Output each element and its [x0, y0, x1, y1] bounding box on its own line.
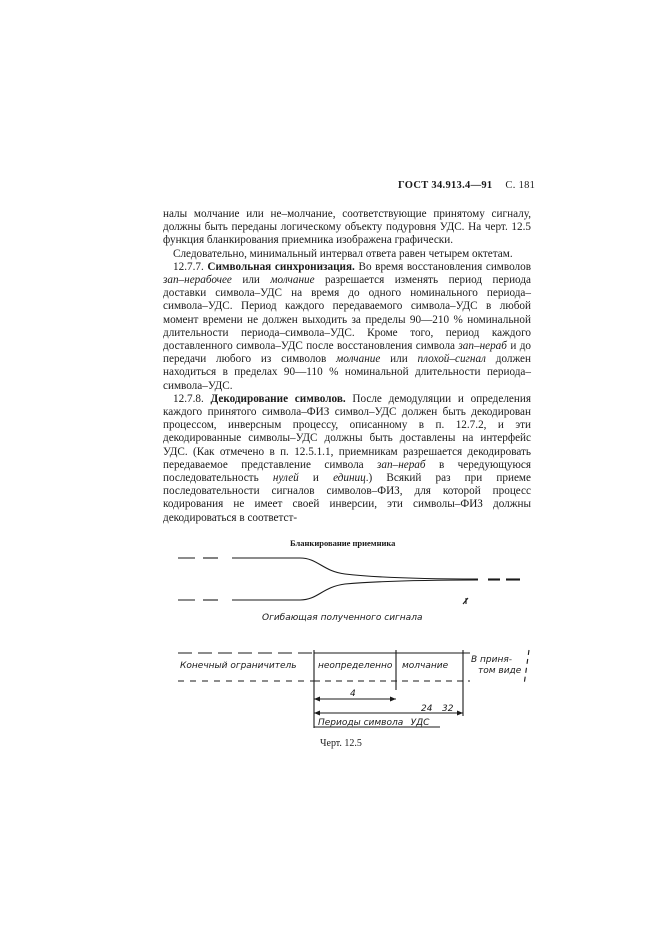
- term-emphasis: нулей: [272, 472, 299, 485]
- segment-limiter-label: Конечный ограничитель: [180, 661, 297, 671]
- term-emphasis: зап–нерабочее: [163, 274, 232, 287]
- paragraph-continuation: налы молчание или не–молчание, соответствующие принятому сигналу, должны быть переданы логическому объекту подуровня УДС. На черт. 12.5 функция бланкирования приемника изображена графически.: [163, 208, 531, 247]
- text-run: После демодуляции и определения каждого принятого символа–ФИЗ символ–УДС должен быть декодирован процессом, инверсным процессу, описанному в п. 12.7.2, и эти декодированные символы–УДС должны быть доставлены на интерфейс УДС. (Как отмечено в п. 12.5.1.1, приемникам разрешается декодировать передаваемое представление символа: [163, 392, 531, 471]
- text-run: Во время восстановления символов: [354, 260, 531, 273]
- text-run: разрешается изменять период периода доставки символа–УДС на время до одного номинального периода–символа–УДС. Период каждого передаваемого символа–УДС в любой момент времени не должен выходить за пределы 90—210 % номинальной длительности периода–символа–УДС. Кроме того, период каждого доставленного символа–УДС после восстановления символа: [163, 274, 531, 353]
- term-emphasis: зап–нераб: [377, 458, 426, 471]
- figure-title: Бланкирование приемника: [290, 538, 396, 548]
- section-number: 12.7.7.: [173, 260, 204, 273]
- text-run: или: [231, 274, 271, 287]
- boundary-right: [524, 650, 529, 685]
- text-run: .) Всякий раз при приеме последовательности сигналов символов–ФИЗ, для которой процесс кодирования не имеет своей инверсии, эти символы–ФИЗ должны декодироваться в соответст-: [163, 472, 531, 524]
- text-run: или: [380, 353, 418, 366]
- term-emphasis: молчание: [270, 274, 315, 287]
- segment-received-label-2: том виде: [478, 666, 522, 676]
- page-number: С. 181: [505, 180, 536, 191]
- dimension-4-label: 4: [350, 689, 356, 699]
- segment-undefined-label: неопределенно: [318, 661, 393, 671]
- term-emphasis: плохой–сигнал: [417, 353, 486, 366]
- term-emphasis: зап–нераб: [458, 340, 507, 353]
- text-run: и до передачи любого из символов: [163, 340, 531, 366]
- envelope-lower-curve: [232, 580, 478, 600]
- segment-received-label-1: В приня-: [471, 655, 513, 665]
- text-run: должен находиться в пределах 90—110 % номинальной длительности периода–символа–УДС.: [163, 353, 532, 392]
- text-run: в чередующуюся последовательность: [163, 458, 531, 485]
- document-id: ГОСТ 34.913.4—91: [398, 180, 493, 191]
- term-emphasis: единиц: [333, 472, 366, 485]
- term-emphasis: молчание: [336, 353, 381, 366]
- envelope-upper-curve: [232, 558, 478, 579]
- text-run: и: [298, 472, 334, 485]
- envelope-label: Огибающая полученного сигнала: [262, 613, 423, 623]
- paragraph-conclusion: Следовательно, минимальный интервал ответа равен четырем октетам.: [173, 247, 513, 260]
- arrowhead: [390, 697, 396, 702]
- figure-caption: Черт. 12.5: [320, 738, 362, 749]
- envelope-pointer-mark: [463, 598, 468, 604]
- arrowhead: [314, 711, 320, 716]
- dimension-32-label: 32: [442, 704, 454, 714]
- dimension-24-label: 24: [421, 704, 433, 714]
- arrowhead: [314, 697, 320, 702]
- segment-silence-label: молчание: [402, 661, 449, 671]
- section-title: Декодирование символов.: [210, 392, 346, 405]
- periods-label: Периоды символа _УДС: [318, 718, 430, 728]
- section-title: Символьная синхронизация.: [207, 260, 355, 273]
- section-number: 12.7.8.: [173, 392, 204, 405]
- arrowhead: [457, 711, 463, 716]
